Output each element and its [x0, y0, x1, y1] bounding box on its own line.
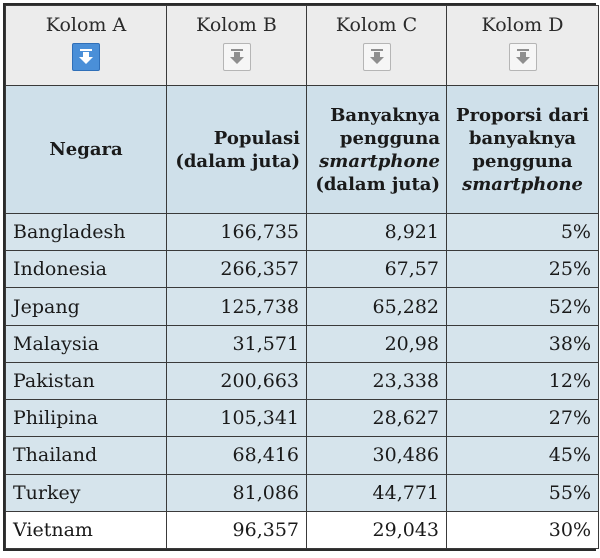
- cell-country[interactable]: Malaysia: [6, 325, 167, 362]
- column-c-header: [307, 6, 447, 86]
- cell-proportion[interactable]: 45%: [447, 437, 599, 474]
- header-country-text: Negara: [49, 139, 123, 160]
- cell-users[interactable]: 29,043: [307, 511, 447, 548]
- cell-country[interactable]: Vietnam: [6, 511, 167, 548]
- cell-population[interactable]: 166,735: [167, 214, 307, 251]
- table-row: [6, 437, 599, 474]
- table-row: [6, 400, 599, 437]
- table-row: [6, 251, 599, 288]
- cell-population[interactable]: 31,571: [167, 325, 307, 362]
- data-table: [5, 5, 599, 549]
- cell-users[interactable]: 44,771: [307, 474, 447, 511]
- cell-users[interactable]: 8,921: [307, 214, 447, 251]
- header-proportion-line4: smartphone: [462, 173, 583, 195]
- cell-proportion[interactable]: 52%: [447, 288, 599, 325]
- header-users-line4: (dalam juta): [315, 173, 440, 195]
- column-b-header: [167, 6, 307, 86]
- cell-proportion[interactable]: 25%: [447, 251, 599, 288]
- header-proportion-line2: banyaknya: [468, 127, 577, 149]
- cell-population[interactable]: 266,357: [167, 251, 307, 288]
- sort-down-arrow-icon: [228, 48, 246, 66]
- cell-proportion[interactable]: 55%: [447, 474, 599, 511]
- cell-country[interactable]: Indonesia: [6, 251, 167, 288]
- cell-country[interactable]: Thailand: [6, 437, 167, 474]
- header-population-line2: (dalam juta): [175, 150, 300, 172]
- cell-proportion[interactable]: 12%: [447, 362, 599, 399]
- column-a-label: Kolom A: [45, 14, 127, 36]
- column-a-header: [6, 6, 167, 86]
- cell-country[interactable]: Turkey: [6, 474, 167, 511]
- cell-users[interactable]: 65,282: [307, 288, 447, 325]
- header-proportion: [447, 86, 599, 214]
- column-b-sort-button[interactable]: [223, 43, 251, 71]
- cell-population[interactable]: 200,663: [167, 362, 307, 399]
- cell-population[interactable]: 68,416: [167, 437, 307, 474]
- table-row: [6, 511, 599, 548]
- table-row: [6, 362, 599, 399]
- header-country: [6, 86, 167, 214]
- header-proportion-line1: Proporsi dari: [456, 104, 589, 126]
- cell-proportion[interactable]: 5%: [447, 214, 599, 251]
- sort-down-arrow-icon: [368, 48, 386, 66]
- sort-down-arrow-icon: [514, 48, 532, 66]
- header-users-line1: Banyaknya: [330, 104, 440, 126]
- column-c-sort-button[interactable]: [363, 43, 391, 71]
- cell-proportion[interactable]: 27%: [447, 400, 599, 437]
- field-header-row: [6, 86, 599, 214]
- cell-proportion[interactable]: 30%: [447, 511, 599, 548]
- cell-proportion[interactable]: 38%: [447, 325, 599, 362]
- cell-population[interactable]: 81,086: [167, 474, 307, 511]
- cell-users[interactable]: 30,486: [307, 437, 447, 474]
- cell-country[interactable]: Philipina: [6, 400, 167, 437]
- cell-country[interactable]: Pakistan: [6, 362, 167, 399]
- header-population: [167, 86, 307, 214]
- column-d-header: [447, 6, 599, 86]
- header-users-line3: smartphone: [319, 150, 440, 172]
- column-a-sort-button[interactable]: [72, 43, 100, 71]
- header-users: [307, 86, 447, 214]
- cell-population[interactable]: 105,341: [167, 400, 307, 437]
- cell-users[interactable]: 28,627: [307, 400, 447, 437]
- cell-country[interactable]: Bangladesh: [6, 214, 167, 251]
- cell-users[interactable]: 67,57: [307, 251, 447, 288]
- cell-users[interactable]: 23,338: [307, 362, 447, 399]
- cell-population[interactable]: 96,357: [167, 511, 307, 548]
- sort-down-arrow-icon: [77, 48, 95, 66]
- header-users-line2: pengguna: [339, 127, 440, 149]
- table-row: [6, 474, 599, 511]
- table-row: [6, 288, 599, 325]
- table-row: [6, 214, 599, 251]
- table-row: [6, 325, 599, 362]
- spreadsheet-table: [3, 3, 596, 551]
- column-d-sort-button[interactable]: [509, 43, 537, 71]
- header-proportion-line3: pengguna: [472, 150, 573, 172]
- column-selector-row: [6, 6, 599, 86]
- column-d-label: Kolom D: [481, 14, 564, 36]
- cell-users[interactable]: 20,98: [307, 325, 447, 362]
- column-b-label: Kolom B: [196, 14, 277, 36]
- cell-country[interactable]: Jepang: [6, 288, 167, 325]
- header-population-line1: Populasi: [213, 127, 300, 149]
- column-c-label: Kolom C: [335, 14, 418, 36]
- cell-population[interactable]: 125,738: [167, 288, 307, 325]
